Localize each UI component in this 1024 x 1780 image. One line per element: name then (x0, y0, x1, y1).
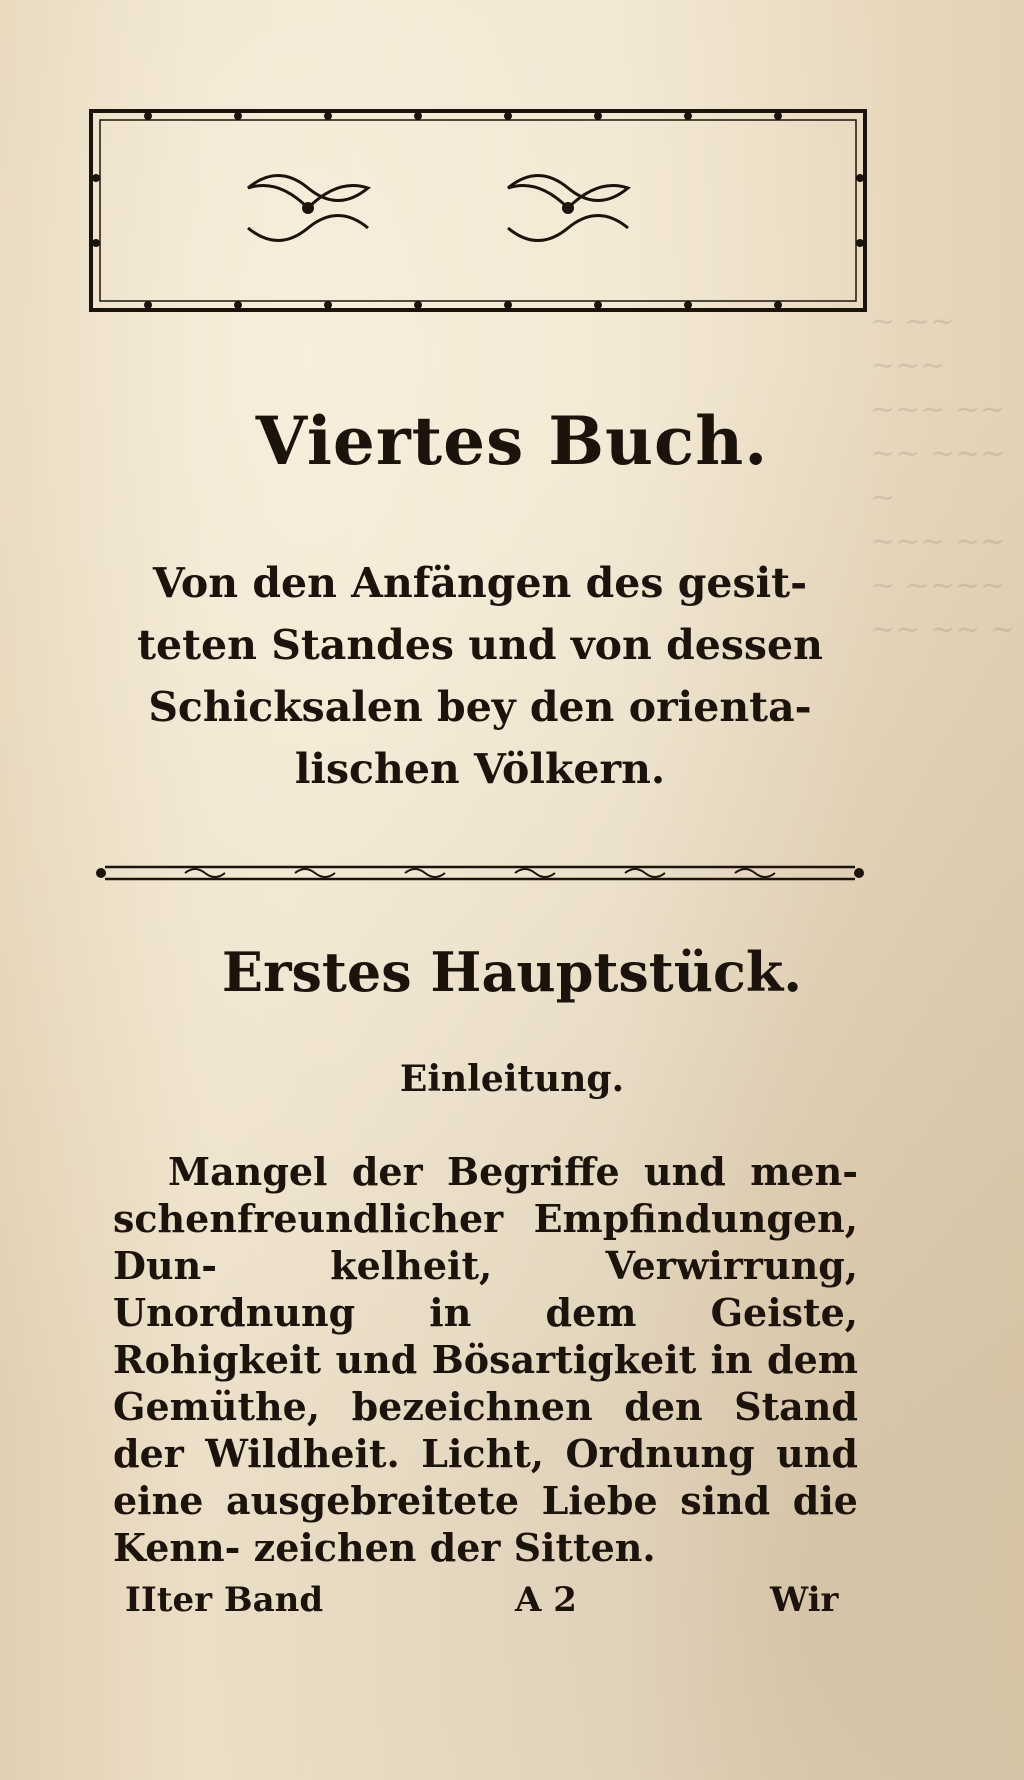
catchword: Wir (770, 1580, 839, 1620)
section-title: Einleitung. (399, 1058, 625, 1100)
sheet-signature: A 2 (515, 1580, 577, 1620)
ornamental-headpiece (88, 108, 868, 313)
page-footer (0, 1580, 1024, 1630)
book-title: Viertes Buch. (255, 402, 769, 480)
show-through-text: ~ ~~ ~~~ ~~~ ~~ ~~ ~~~ ~ ~~~ ~~ ~ ~~~~ ~~ ~~ ~ (870, 304, 1015, 647)
volume-signature: IIter Band (125, 1580, 324, 1620)
ornamental-rule (95, 858, 865, 888)
book-subtitle: Von den Anfängen des gesit- teten Standes und von dessen Schicksalen bey den orienta- lischen Völkern. (137, 559, 823, 793)
body-paragraph: Mangel der Begriffe und men- schenfreundlicher Empfindungen, Dun- kelheit, Verwirrung, Unordnung in dem Geiste, Rohigkeit und Bösartigkeit in dem Gemüthe, bezeichnen den Stand der Wildheit. Licht, Ordnung und eine ausgebreitete Liebe sind die Kenn- zeichen der Sitten. (113, 1149, 858, 1570)
chapter-title: Erstes Hauptstück. (221, 940, 803, 1004)
